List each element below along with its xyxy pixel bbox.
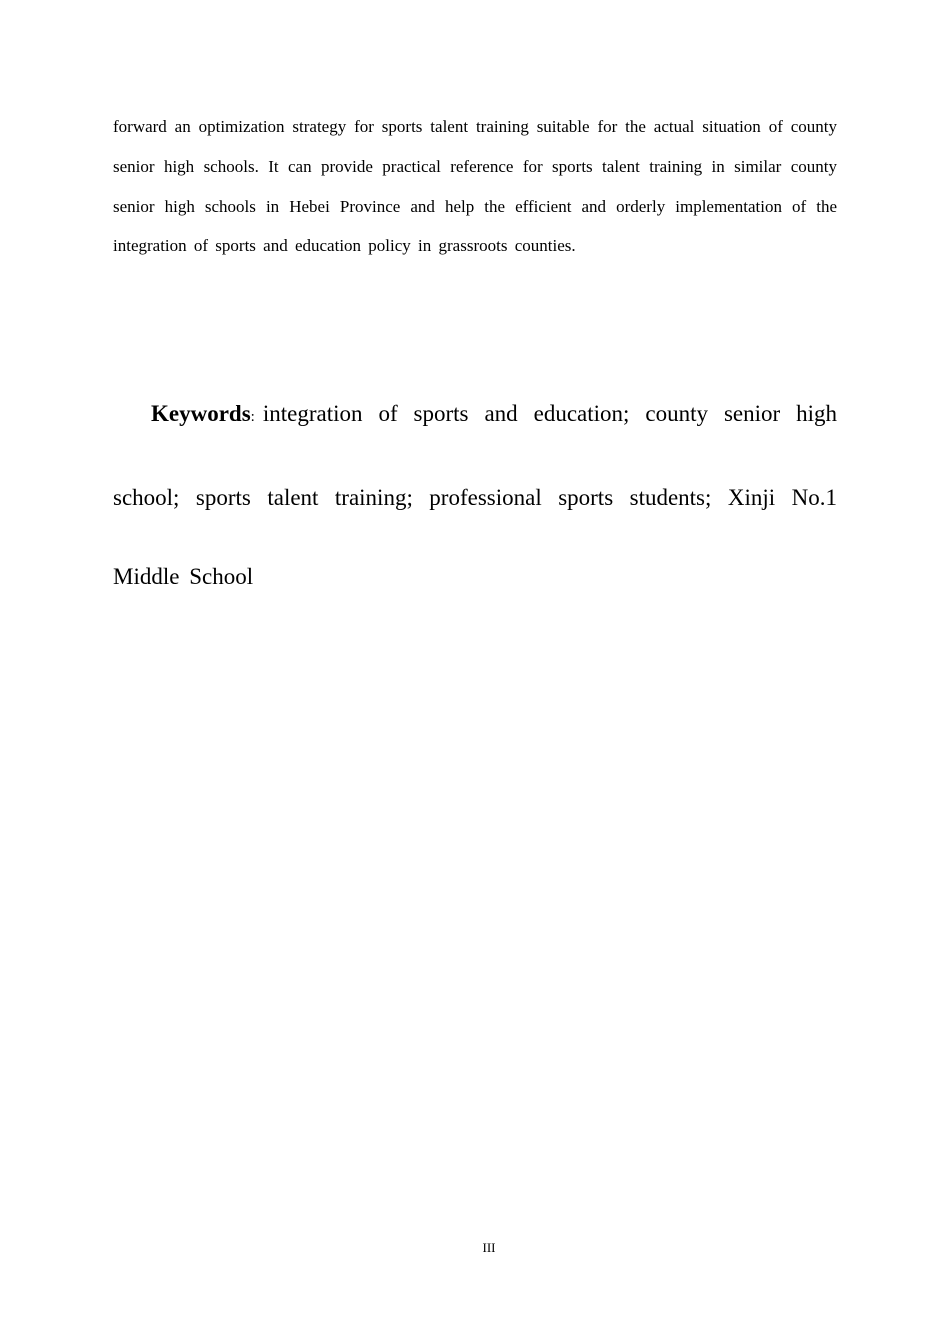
- abstract-paragraph: forward an optimization strategy for sports talent training suitable for the actual situation of county senior high schools. It can provide practical reference for sports talent training in similar county senior high schools in Hebei Province and help the efficient and orderly implementation of the integration of sports and education policy in grassroots counties.: [113, 117, 837, 256]
- keywords-label: Keywords: [151, 401, 251, 426]
- keywords-list: integration of sports and education; county senior high school; sports talent training; professional sports students; Xinji No.1 Middle School: [113, 401, 837, 589]
- keywords-separator: :: [250, 409, 255, 425]
- page-number: III: [482, 1240, 496, 1255]
- keywords-paragraph: [113, 374, 837, 617]
